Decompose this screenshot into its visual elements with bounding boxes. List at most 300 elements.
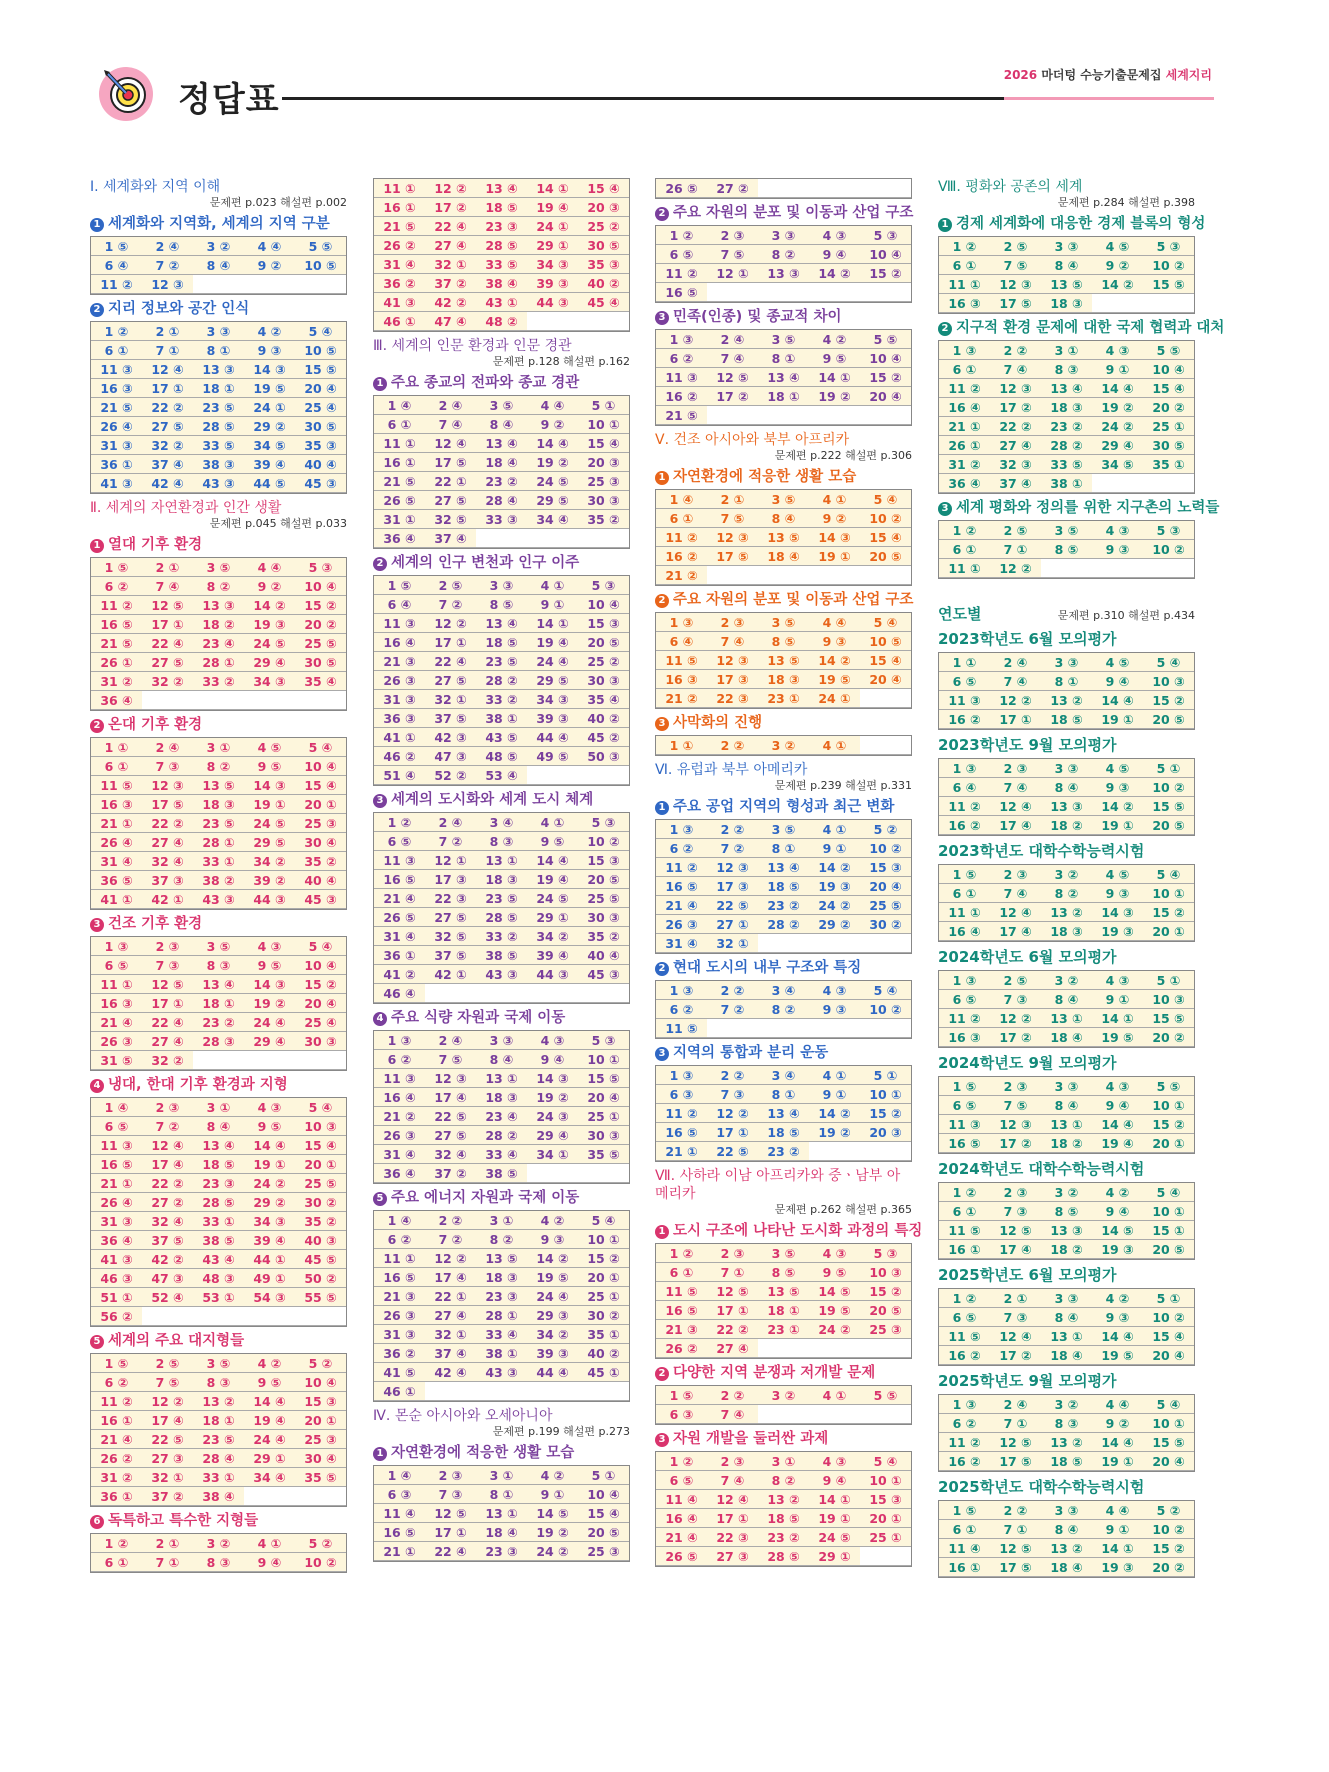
answer-cell: 7 ⑤ <box>707 509 758 528</box>
answer-cell: 16 ① <box>374 198 425 217</box>
answer-cell: 2 ② <box>707 1066 758 1085</box>
answer-cell-empty <box>295 1307 346 1326</box>
exam-block <box>938 735 1195 836</box>
answer-cell: 26 ① <box>91 653 142 672</box>
answer-cell-empty <box>578 984 629 1003</box>
answer-cell: 16 ② <box>656 547 707 566</box>
answer-cell: 12 ④ <box>142 360 193 379</box>
answer-cell: 11 ① <box>374 1249 425 1268</box>
answer-cell: 26 ① <box>939 436 990 455</box>
answer-cell: 47 ④ <box>425 312 476 331</box>
answer-cell: 23 ③ <box>476 1542 527 1561</box>
answer-grid <box>90 1097 347 1327</box>
section-block <box>938 319 1225 494</box>
answer-cell-empty <box>860 934 911 953</box>
section-title-text: 지역의 통합과 분리 운동 <box>673 1045 829 1061</box>
answer-cell: 15 ② <box>1143 691 1194 710</box>
answer-cell: 9 ② <box>809 509 860 528</box>
answer-cell: 26 ② <box>374 236 425 255</box>
answer-cell: 13 ② <box>1041 1433 1092 1452</box>
exam-block <box>938 841 1195 942</box>
answer-cell: 27 ④ <box>990 436 1041 455</box>
column-3 <box>655 178 923 1572</box>
answer-cell: 25 ① <box>860 1528 911 1547</box>
answer-cell: 16 ④ <box>374 1088 425 1107</box>
answer-cell: 15 ② <box>860 1282 911 1301</box>
chapter-page-ref: 문제편 p.023 해설편 p.002 <box>209 196 347 209</box>
answer-cell: 9 ① <box>527 1485 578 1504</box>
answer-cell: 14 ④ <box>1092 1327 1143 1346</box>
answer-cell: 14 ③ <box>1092 903 1143 922</box>
answer-cell: 14 ④ <box>1092 691 1143 710</box>
answer-cell: 1 ③ <box>656 613 707 632</box>
answer-cell: 18 ④ <box>1041 1028 1092 1047</box>
answer-cell: 36 ① <box>91 1487 142 1506</box>
answer-cell: 20 ⑤ <box>1143 1240 1194 1259</box>
answer-cell: 21 ③ <box>374 652 425 671</box>
answer-cell: 11 ① <box>939 903 990 922</box>
answer-cell: 4 ③ <box>1092 341 1143 360</box>
section-title <box>373 1009 630 1027</box>
answer-cell: 15 ③ <box>860 1490 911 1509</box>
answer-cell: 25 ③ <box>578 1542 629 1561</box>
answer-cell: 43 ③ <box>476 1363 527 1382</box>
answer-cell: 20 ④ <box>578 1088 629 1107</box>
section-title <box>373 554 630 572</box>
answer-cell: 34 ⑤ <box>1092 455 1143 474</box>
answer-cell: 2 ④ <box>990 653 1041 672</box>
answer-cell: 18 ⑤ <box>758 877 809 896</box>
answer-cell: 6 ④ <box>939 778 990 797</box>
answer-cell: 4 ④ <box>244 237 295 256</box>
section-number-badge: 1 <box>938 218 952 232</box>
answer-cell: 26 ⑤ <box>374 491 425 510</box>
answer-cell: 13 ② <box>1041 1539 1092 1558</box>
answer-cell: 3 ⑤ <box>476 396 527 415</box>
answer-cell: 13 ③ <box>193 596 244 615</box>
answer-cell: 15 ④ <box>860 651 911 670</box>
answer-cell: 24 ② <box>527 1542 578 1561</box>
answer-cell-empty <box>244 691 295 710</box>
answer-cell: 24 ④ <box>244 1430 295 1449</box>
answer-cell: 5 ④ <box>295 1098 346 1117</box>
answer-cell: 43 ① <box>476 293 527 312</box>
answer-cell: 33 ⑤ <box>476 255 527 274</box>
answer-cell-empty <box>860 283 911 302</box>
answer-cell: 25 ④ <box>295 1013 346 1032</box>
answer-cell: 18 ⑤ <box>758 1123 809 1142</box>
answer-cell: 37 ③ <box>142 871 193 890</box>
section-block <box>90 716 347 910</box>
answer-cell: 24 ② <box>809 896 860 915</box>
answer-cell: 25 ③ <box>295 814 346 833</box>
answer-cell: 6 ① <box>939 1202 990 1221</box>
answer-cell: 27 ⑤ <box>425 491 476 510</box>
answer-cell: 42 ① <box>425 965 476 984</box>
answer-cell: 2 ③ <box>707 1244 758 1263</box>
section-title-text: 자원 개발을 둘러싼 과제 <box>673 1431 829 1447</box>
section-title-text: 지구적 환경 문제에 대한 국제 협력과 대처 <box>956 320 1225 336</box>
answer-cell: 3 ⑤ <box>758 330 809 349</box>
answer-cell: 33 ① <box>193 1468 244 1487</box>
answer-cell: 3 ③ <box>1041 653 1092 672</box>
answer-cell: 14 ④ <box>244 1136 295 1155</box>
answer-cell: 18 ③ <box>476 870 527 889</box>
answer-cell: 7 ③ <box>707 1085 758 1104</box>
chapter-page-ref: 문제편 p.128 해설편 p.162 <box>492 355 630 368</box>
answer-cell: 28 ⑤ <box>476 236 527 255</box>
answer-cell: 17 ⑤ <box>142 795 193 814</box>
answer-cell: 38 ⑤ <box>476 1164 527 1183</box>
answer-cell: 9 ① <box>527 595 578 614</box>
answer-cell: 14 ④ <box>527 851 578 870</box>
answer-cell: 16 ③ <box>91 379 142 398</box>
section-number-badge: 3 <box>938 502 952 516</box>
answer-cell: 16 ⑤ <box>656 1301 707 1320</box>
answer-cell: 3 ② <box>1041 865 1092 884</box>
book-name: 마더텅 수능기출문제집 <box>1041 68 1162 82</box>
answer-cell: 12 ⑤ <box>990 1221 1041 1240</box>
answer-cell-empty <box>860 406 911 425</box>
answer-cell: 40 ③ <box>295 1231 346 1250</box>
answer-cell: 2 ⑤ <box>990 521 1041 540</box>
section-number-badge: 2 <box>655 207 669 221</box>
answer-cell: 23 ③ <box>476 1287 527 1306</box>
answer-cell: 29 ④ <box>244 653 295 672</box>
answer-cell: 2 ② <box>707 981 758 1000</box>
answer-cell: 41 ① <box>91 890 142 909</box>
answer-cell: 17 ① <box>142 615 193 634</box>
answer-cell: 18 ③ <box>476 1268 527 1287</box>
answer-cell: 5 ④ <box>860 1452 911 1471</box>
answer-cell: 16 ⑤ <box>374 1268 425 1287</box>
answer-grid <box>938 340 1195 494</box>
exam-block <box>938 629 1195 730</box>
answer-cell: 2 ③ <box>707 226 758 245</box>
answer-cell: 8 ③ <box>193 1553 244 1572</box>
answer-cell: 6 ⑤ <box>656 1471 707 1490</box>
answer-cell: 4 ① <box>527 576 578 595</box>
answer-cell: 5 ② <box>860 820 911 839</box>
answer-cell: 19 ③ <box>1092 922 1143 941</box>
answer-cell: 19 ② <box>244 994 295 1013</box>
answer-cell: 34 ④ <box>527 510 578 529</box>
answer-cell-empty <box>860 566 911 585</box>
answer-cell: 37 ⑤ <box>425 946 476 965</box>
answer-cell: 18 ③ <box>476 1088 527 1107</box>
answer-cell: 25 ③ <box>295 1430 346 1449</box>
answer-cell: 30 ③ <box>578 1126 629 1145</box>
answer-cell: 39 ③ <box>527 709 578 728</box>
answer-cell: 17 ④ <box>142 1411 193 1430</box>
answer-cell: 45 ③ <box>295 890 346 909</box>
section-title-text: 현대 도시의 내부 구조와 특징 <box>673 960 862 976</box>
answer-cell: 6 ① <box>939 1520 990 1539</box>
answer-cell: 16 ⑤ <box>656 283 707 302</box>
answer-cell-empty <box>476 1382 527 1401</box>
chapter-page-ref: 문제편 p.045 해설편 p.033 <box>209 517 347 530</box>
answer-cell: 33 ② <box>476 927 527 946</box>
answer-cell: 10 ① <box>860 1471 911 1490</box>
answer-cell: 5 ⑤ <box>1143 1077 1194 1096</box>
answer-cell: 7 ② <box>425 1230 476 1249</box>
answer-cell: 5 ⑤ <box>1143 341 1194 360</box>
answer-cell: 10 ④ <box>860 245 911 264</box>
answer-cell: 13 ③ <box>1041 797 1092 816</box>
answer-cell: 28 ② <box>476 1126 527 1145</box>
answer-cell: 20 ② <box>1143 1028 1194 1047</box>
answer-cell: 56 ② <box>91 1307 142 1326</box>
answer-cell: 36 ④ <box>91 691 142 710</box>
answer-cell: 18 ⑤ <box>1041 710 1092 729</box>
answer-cell: 11 ② <box>91 596 142 615</box>
answer-cell: 27 ③ <box>707 1547 758 1566</box>
answer-cell: 2 ① <box>142 322 193 341</box>
section-block <box>655 1364 912 1425</box>
answer-cell: 38 ③ <box>193 455 244 474</box>
answer-cell-empty <box>860 689 911 708</box>
answer-cell: 4 ③ <box>1092 971 1143 990</box>
answer-cell: 19 ⑤ <box>1092 1346 1143 1365</box>
answer-cell: 18 ⑤ <box>476 633 527 652</box>
answer-cell: 14 ② <box>809 858 860 877</box>
exam-title: 2024학년도 6월 모의평가 <box>938 948 1117 966</box>
answer-cell: 5 ④ <box>860 613 911 632</box>
answer-cell: 43 ⑤ <box>476 728 527 747</box>
answer-cell: 1 ④ <box>91 1098 142 1117</box>
section-block <box>655 204 912 303</box>
answer-cell: 1 ③ <box>656 981 707 1000</box>
answer-cell: 32 ② <box>142 1051 193 1070</box>
answer-cell: 32 ① <box>707 934 758 953</box>
answer-cell: 4 ⑤ <box>1092 653 1143 672</box>
answer-cell: 16 ③ <box>91 795 142 814</box>
answer-cell: 1 ⑤ <box>939 1077 990 1096</box>
answer-cell: 8 ④ <box>193 256 244 275</box>
answer-cell: 17 ① <box>990 710 1041 729</box>
answer-cell: 8 ④ <box>476 1050 527 1069</box>
answer-cell: 15 ④ <box>1143 379 1194 398</box>
answer-cell: 9 ③ <box>1092 540 1143 559</box>
section-title <box>90 300 347 318</box>
answer-cell: 1 ⑤ <box>91 558 142 577</box>
answer-cell-empty <box>244 1487 295 1506</box>
answer-cell: 19 ④ <box>527 870 578 889</box>
answer-cell: 40 ② <box>578 709 629 728</box>
answer-cell: 20 ② <box>1143 1558 1194 1577</box>
section-number-badge: 1 <box>90 539 104 553</box>
answer-cell: 37 ④ <box>142 455 193 474</box>
answer-cell: 17 ③ <box>425 870 476 889</box>
answer-cell: 2 ① <box>142 558 193 577</box>
answer-cell: 20 ⑤ <box>578 870 629 889</box>
answer-cell: 44 ④ <box>527 1363 578 1382</box>
answer-cell-empty <box>193 275 244 294</box>
answer-cell: 2 ⑤ <box>990 971 1041 990</box>
answer-cell: 15 ⑤ <box>578 1069 629 1088</box>
answer-cell: 17 ② <box>707 387 758 406</box>
answer-cell: 16 ① <box>939 1558 990 1577</box>
answer-cell: 5 ① <box>1143 971 1194 990</box>
answer-cell: 2 ⑤ <box>990 237 1041 256</box>
answer-cell: 7 ④ <box>990 884 1041 903</box>
answer-grid <box>655 225 912 303</box>
answer-cell: 4 ④ <box>244 558 295 577</box>
answer-cell: 32 ⑤ <box>425 927 476 946</box>
answer-cell: 36 ④ <box>939 474 990 493</box>
answer-cell: 27 ② <box>142 1193 193 1212</box>
answer-cell: 6 ① <box>939 256 990 275</box>
answer-grid <box>655 329 912 426</box>
answer-cell: 10 ④ <box>295 577 346 596</box>
answer-cell: 9 ② <box>1092 256 1143 275</box>
answer-cell: 26 ② <box>656 1339 707 1358</box>
answer-cell: 3 ② <box>1041 1395 1092 1414</box>
section-title <box>90 915 347 933</box>
answer-cell: 10 ① <box>1143 884 1194 903</box>
answer-cell: 23 ② <box>193 1013 244 1032</box>
answer-cell: 13 ② <box>1041 691 1092 710</box>
answer-cell: 7 ② <box>707 1000 758 1019</box>
answer-cell: 17 ① <box>425 633 476 652</box>
answer-cell: 8 ① <box>476 1485 527 1504</box>
answer-cell: 29 ② <box>244 1193 295 1212</box>
answer-cell: 8 ⑤ <box>758 632 809 651</box>
answer-cell: 6 ② <box>656 839 707 858</box>
answer-grid <box>655 1065 912 1162</box>
answer-cell: 19 ③ <box>1092 1558 1143 1577</box>
answer-cell: 17 ① <box>425 1523 476 1542</box>
answer-cell: 20 ③ <box>860 1123 911 1142</box>
answer-cell: 37 ⑤ <box>425 709 476 728</box>
answer-cell: 26 ③ <box>374 1306 425 1325</box>
answer-cell-empty <box>244 1051 295 1070</box>
answer-cell: 25 ③ <box>860 1320 911 1339</box>
answer-cell: 38 ① <box>1041 474 1092 493</box>
answer-cell: 1 ③ <box>939 759 990 778</box>
answer-cell: 10 ② <box>1143 540 1194 559</box>
answer-cell: 3 ④ <box>476 813 527 832</box>
answer-cell: 23 ③ <box>476 217 527 236</box>
section-block <box>90 915 347 1071</box>
answer-cell: 3 ⑤ <box>758 613 809 632</box>
section-number-badge: 3 <box>655 311 669 325</box>
answer-cell: 35 ① <box>1143 455 1194 474</box>
answer-cell: 11 ③ <box>939 691 990 710</box>
answer-cell: 18 ② <box>1041 816 1092 835</box>
answer-cell: 18 ④ <box>476 453 527 472</box>
answer-cell: 6 ⑤ <box>374 832 425 851</box>
answer-cell: 31 ① <box>374 510 425 529</box>
answer-cell: 35 ④ <box>295 672 346 691</box>
answer-cell: 37 ④ <box>425 1344 476 1363</box>
answer-cell: 31 ④ <box>656 934 707 953</box>
answer-grid <box>938 1500 1195 1578</box>
section-number-badge: 5 <box>90 1335 104 1349</box>
answer-cell: 12 ③ <box>707 528 758 547</box>
answer-cell: 6 ① <box>939 540 990 559</box>
answer-cell: 3 ④ <box>758 1066 809 1085</box>
answer-cell: 17 ② <box>990 1134 1041 1153</box>
answer-cell: 13 ⑤ <box>758 1282 809 1301</box>
answer-cell: 19 ⑤ <box>1092 1028 1143 1047</box>
answer-cell: 12 ② <box>425 179 476 198</box>
answer-cell: 31 ④ <box>374 927 425 946</box>
answer-cell: 13 ① <box>476 1504 527 1523</box>
answer-cell: 46 ④ <box>374 984 425 1003</box>
continued-grid <box>655 178 912 199</box>
answer-grid <box>90 557 347 711</box>
answer-cell: 29 ② <box>244 417 295 436</box>
answer-cell: 26 ③ <box>91 1032 142 1051</box>
section-block <box>655 959 912 1039</box>
section-number-badge: 2 <box>655 962 669 976</box>
answer-cell: 24 ③ <box>527 1107 578 1126</box>
book-subject: 세계지리 <box>1165 68 1212 82</box>
answer-cell: 22 ① <box>425 1287 476 1306</box>
answer-cell: 4 ② <box>527 1466 578 1485</box>
answer-cell: 28 ⑤ <box>758 1547 809 1566</box>
answer-cell: 2 ③ <box>707 1452 758 1471</box>
answer-cell: 35 ② <box>578 510 629 529</box>
answer-cell: 21 ④ <box>91 1013 142 1032</box>
answer-cell: 3 ① <box>758 1452 809 1471</box>
answer-cell: 45 ⑤ <box>295 1250 346 1269</box>
answer-cell: 13 ⑤ <box>476 1249 527 1268</box>
answer-cell: 19 ① <box>809 547 860 566</box>
answer-cell-empty <box>809 566 860 585</box>
section-block <box>655 591 912 709</box>
answer-cell-empty <box>193 691 244 710</box>
answer-grid <box>90 1353 347 1507</box>
answer-cell: 20 ⑤ <box>860 547 911 566</box>
answer-cell: 36 ① <box>374 946 425 965</box>
answer-cell: 22 ② <box>142 398 193 417</box>
answer-cell: 10 ④ <box>860 349 911 368</box>
answer-cell: 15 ② <box>860 1104 911 1123</box>
answer-cell: 22 ⑤ <box>707 1142 758 1161</box>
answer-cell: 28 ① <box>476 1306 527 1325</box>
answer-cell: 6 ② <box>91 577 142 596</box>
answer-cell: 12 ⑤ <box>990 1433 1041 1452</box>
answer-cell: 14 ② <box>1092 797 1143 816</box>
answer-cell: 19 ⑤ <box>527 1268 578 1287</box>
answer-cell: 8 ② <box>1041 884 1092 903</box>
answer-grid <box>655 1451 912 1567</box>
answer-cell: 7 ① <box>142 1553 193 1572</box>
answer-cell: 5 ③ <box>578 1031 629 1050</box>
answer-cell: 7 ① <box>707 1263 758 1282</box>
answer-cell: 8 ③ <box>1041 1414 1092 1433</box>
answer-cell: 34 ② <box>244 852 295 871</box>
answer-cell: 11 ② <box>656 528 707 547</box>
answer-cell: 10 ① <box>860 1085 911 1104</box>
answer-cell: 34 ③ <box>244 1212 295 1231</box>
answer-grid <box>373 1210 630 1402</box>
answer-cell: 7 ④ <box>707 349 758 368</box>
answer-cell: 29 ④ <box>244 1032 295 1051</box>
answer-grid <box>90 321 347 494</box>
answer-cell: 14 ① <box>1092 1009 1143 1028</box>
answer-cell: 4 ③ <box>809 1244 860 1263</box>
answer-cell: 10 ③ <box>295 1117 346 1136</box>
answer-cell: 9 ② <box>527 415 578 434</box>
answer-cell: 13 ④ <box>193 975 244 994</box>
answer-cell: 5 ① <box>860 1066 911 1085</box>
section-number-badge: 3 <box>655 1433 669 1447</box>
answer-cell: 15 ② <box>295 975 346 994</box>
answer-cell: 19 ① <box>244 1155 295 1174</box>
